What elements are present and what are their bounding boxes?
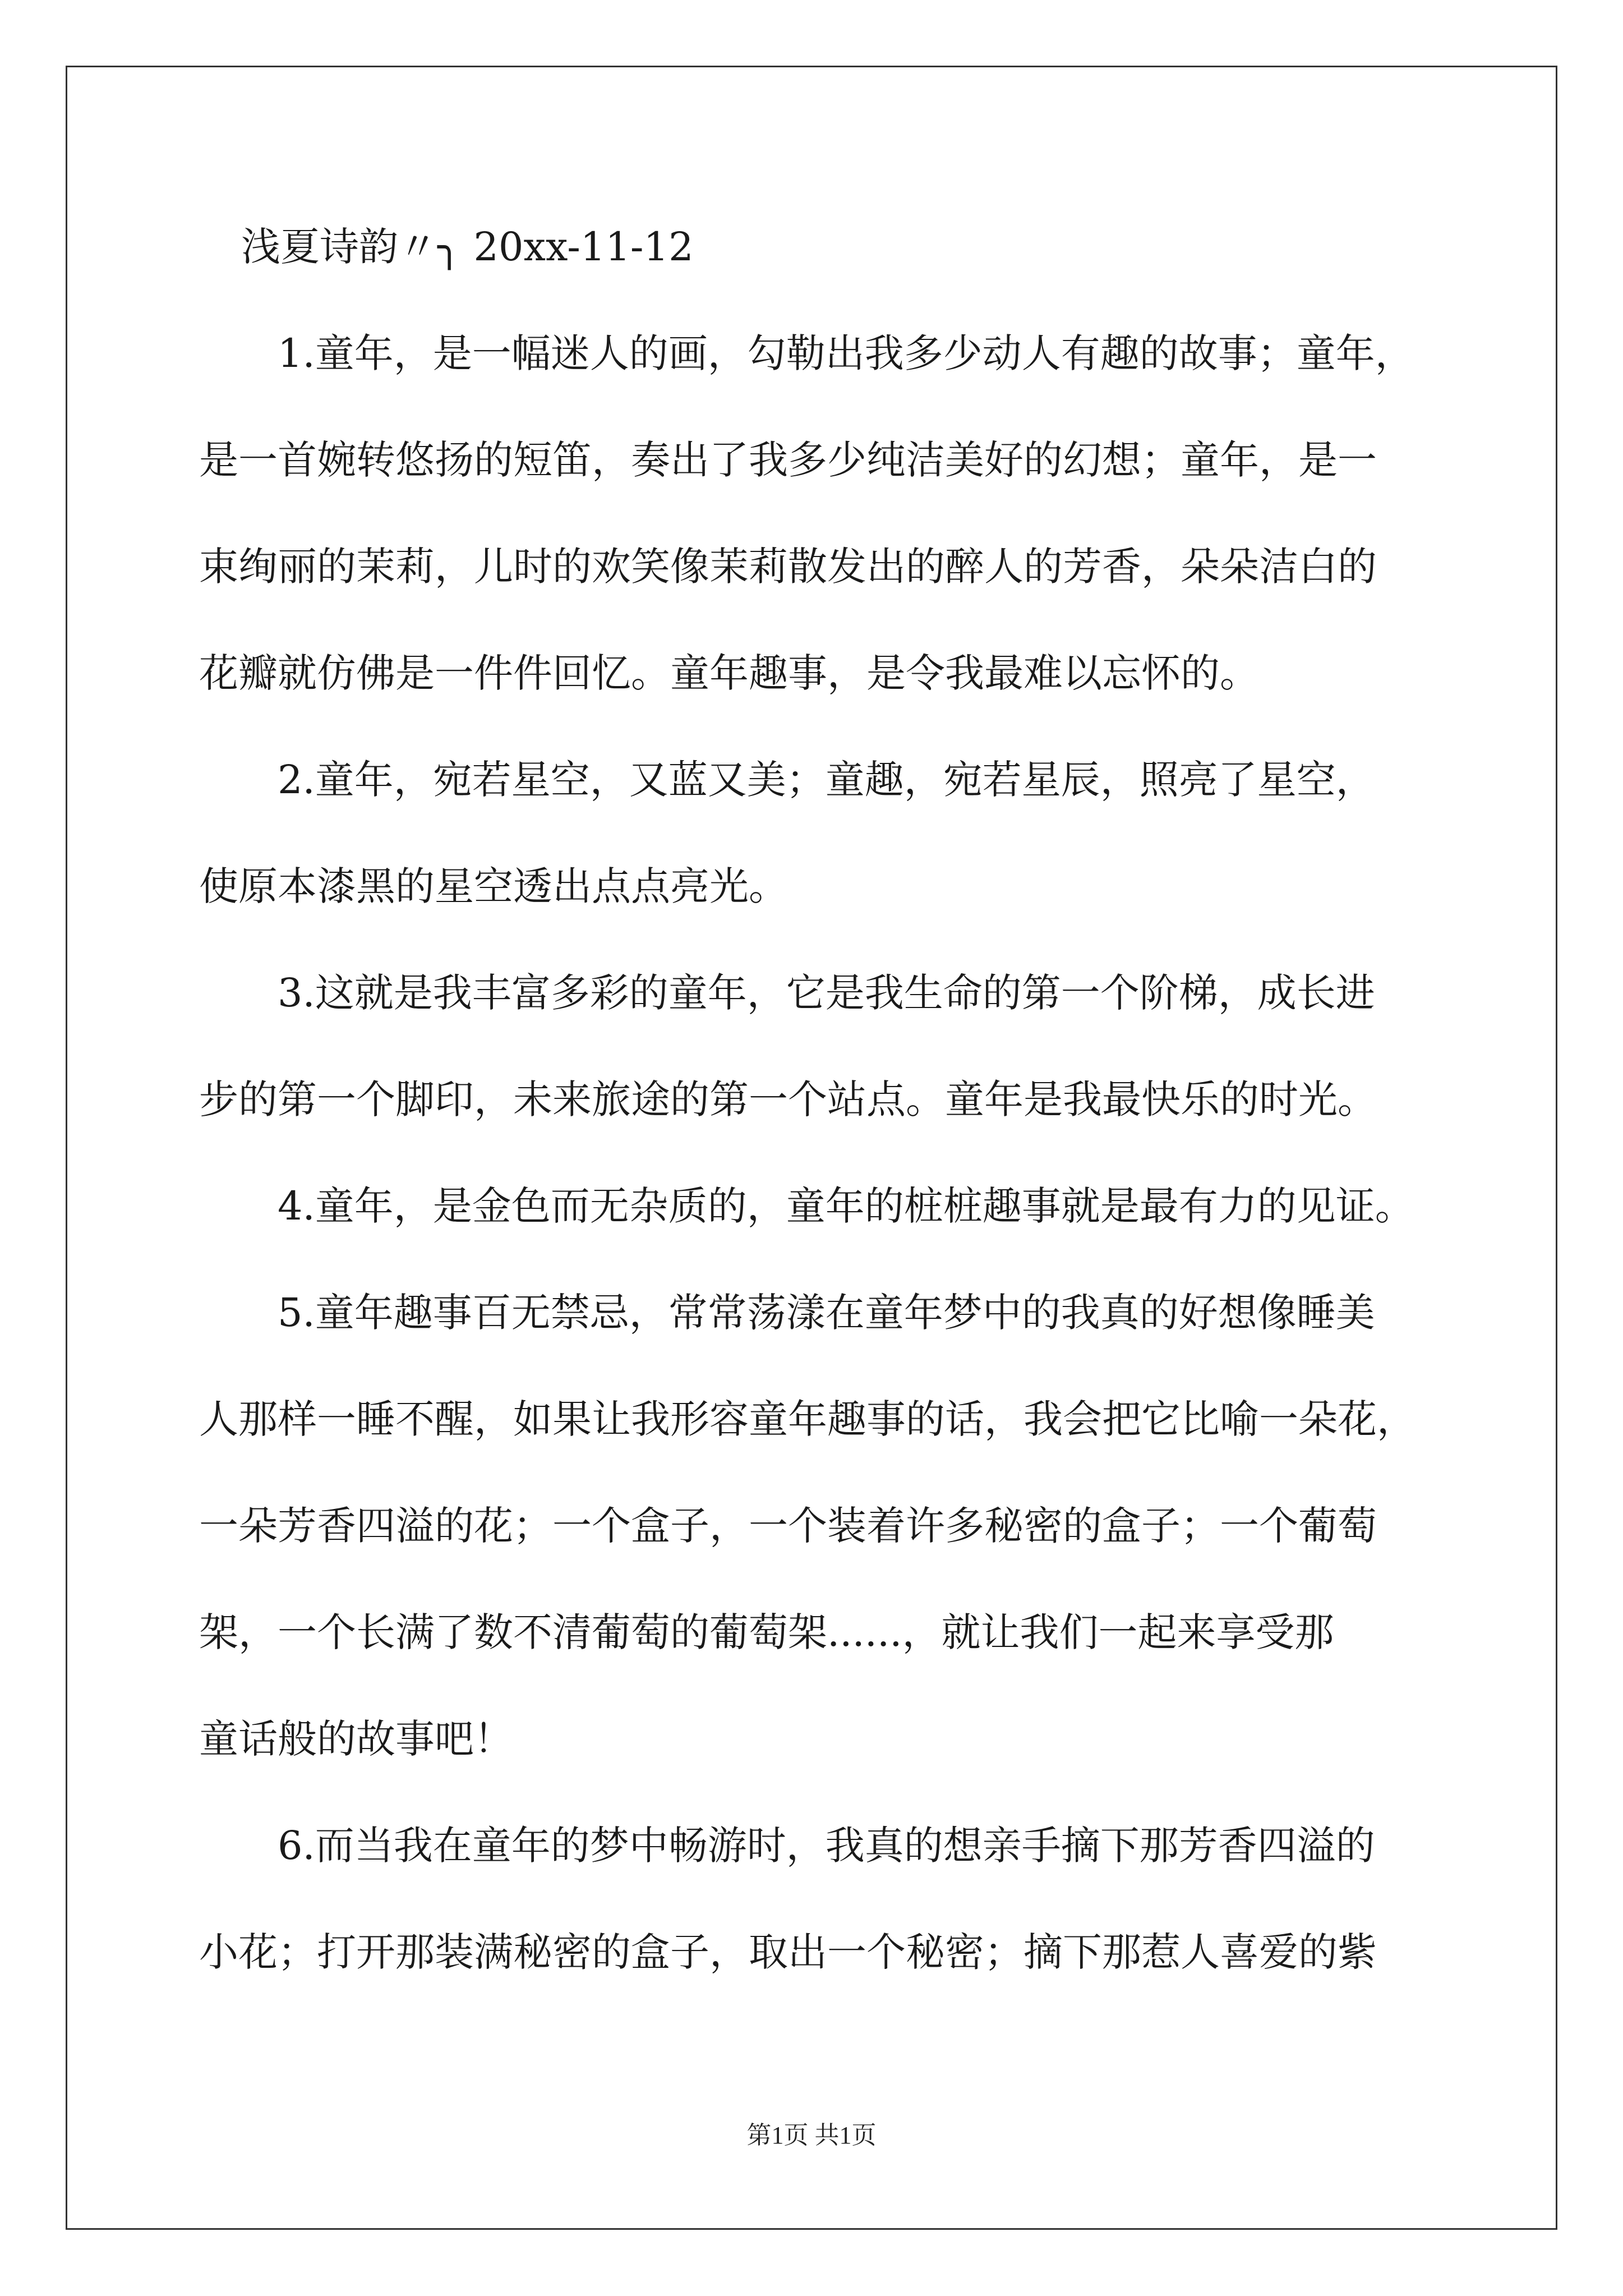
- text-line: 一朵芳香四溢的花；一个盒子，一个装着许多秘密的盒子；一个葡萄: [199, 1503, 1377, 1549]
- text-line: 6.而当我在童年的梦中畅游时，我真的想亲手摘下那芳香四溢的: [278, 1823, 1375, 1869]
- text-line: 2.童年，宛若星空，又蓝又美；童趣，宛若星辰，照亮了星空，: [278, 757, 1375, 803]
- text-line: 使原本漆黑的星空透出点点亮光。: [199, 863, 788, 909]
- text-line: 4.童年，是金色而无杂质的，童年的桩桩趣事就是最有力的见证。: [278, 1183, 1414, 1229]
- text-line: 是一首婉转悠扬的短笛，奏出了我多少纯洁美好的幻想；童年，是一: [199, 437, 1377, 483]
- text-line: 架，一个长满了数不清葡萄的葡萄架......，就让我们一起来享受那: [199, 1609, 1334, 1655]
- text-line: 童话般的故事吧！: [199, 1716, 513, 1762]
- text-line: 花瓣就仿佛是一件件回忆。童年趣事，是令我最难以忘怀的。: [199, 650, 1259, 696]
- text-line: 小花；打开那装满秘密的盒子，取出一个秘密；摘下那惹人喜爱的紫: [199, 1929, 1377, 1975]
- text-line: 人那样一睡不醒，如果让我形容童年趣事的话，我会把它比喻一朵花，: [199, 1396, 1416, 1442]
- text-line: 步的第一个脚印，未来旅途的第一个站点。童年是我最快乐的时光。: [199, 1076, 1377, 1122]
- header-line: 浅夏诗韵〃╮ 20xx-11-12: [241, 224, 694, 270]
- page-footer: 第1页 共1页: [746, 2122, 877, 2149]
- text-line: 3.这就是我丰富多彩的童年，它是我生命的第一个阶梯，成长进: [278, 970, 1375, 1016]
- text-line: 1.童年，是一幅迷人的画，勾勒出我多少动人有趣的故事；童年，: [278, 330, 1414, 376]
- text-line: 5.童年趣事百无禁忌，常常荡漾在童年梦中的我真的好想像睡美: [278, 1290, 1375, 1336]
- page-border: [66, 66, 1557, 2230]
- text-line: 束绚丽的茉莉，儿时的欢笑像茉莉散发出的醉人的芳香，朵朵洁白的: [199, 544, 1377, 590]
